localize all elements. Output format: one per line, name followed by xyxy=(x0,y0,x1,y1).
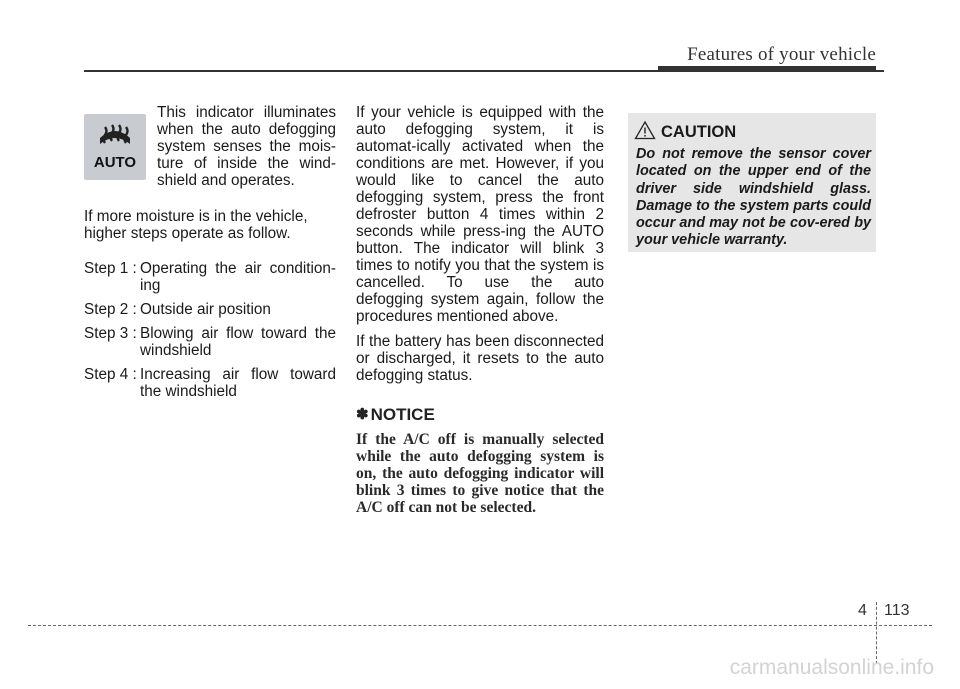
auto-defog-indicator-icon xyxy=(84,114,146,180)
moisture-text: If more moisture is in the vehicle, higher steps operate as follow. xyxy=(84,208,308,242)
battery-paragraph: If the battery has been disconnected or discharged, it resets to the auto defogging status. xyxy=(356,333,604,384)
step-text: Outside air position xyxy=(140,301,271,318)
indicator-description: This indicator illuminates when the auto defogging system senses the mois-ture of inside the wind-shield and operates. xyxy=(157,104,336,189)
step-label: Step 3 : xyxy=(84,325,137,342)
step-item xyxy=(84,260,336,294)
header-title: Features of your vehicle xyxy=(687,44,876,65)
step-item xyxy=(84,366,336,400)
watermark: carmanualsonline.info xyxy=(729,656,934,679)
step-label: Step 4 : xyxy=(84,366,137,383)
auto-defog-paragraph: If your vehicle is equipped with the auto defogging system, it is automat-ically activated when the conditions are met. However, if you would like to cancel the auto defogging system, press the front defroster button 4 times within 2 seconds while press-ing the AUTO button. The indicator will blink 3 times to notify you that the system is cancelled. To use the auto defogging system again, follow the procedures mentioned above. xyxy=(356,104,604,325)
notice-heading xyxy=(356,406,604,423)
step-text: Operating the air condition-ing xyxy=(140,260,336,294)
caution-heading xyxy=(634,120,736,145)
step-label: Step 2 : xyxy=(84,301,137,318)
chapter-number: 4 xyxy=(858,602,867,619)
notice-title: NOTICE xyxy=(370,405,435,424)
notice-star-icon: ✽ xyxy=(356,406,369,423)
footer-rule xyxy=(28,625,932,626)
step-item xyxy=(84,325,336,359)
middle-column xyxy=(356,104,604,516)
steps-list xyxy=(84,260,336,400)
page-number: 113 xyxy=(884,602,910,619)
footer-divider xyxy=(876,602,877,664)
left-column xyxy=(84,104,336,407)
step-item xyxy=(84,301,336,318)
step-label: Step 1 : xyxy=(84,260,137,277)
warning-triangle-icon xyxy=(634,120,656,145)
caution-title: CAUTION xyxy=(661,123,737,141)
step-text: Blowing air flow toward the windshield xyxy=(140,325,336,359)
notice-text: If the A/C off is manually selected while the auto defogging system is on, the auto defogging indicator will blink 3 times to give notice that the A/C off can not be selected. xyxy=(356,431,604,516)
auto-icon-label: AUTO xyxy=(93,154,137,171)
caution-text: Do not remove the sensor cover located on the upper end of the driver side windshield glass. Damage to the system parts could occur and may not be cov-ered by your vehicle warranty. xyxy=(636,146,871,249)
caution-box xyxy=(628,113,876,252)
step-text: Increasing air flow toward the windshield xyxy=(140,366,336,400)
header-rule-accent xyxy=(658,66,876,72)
